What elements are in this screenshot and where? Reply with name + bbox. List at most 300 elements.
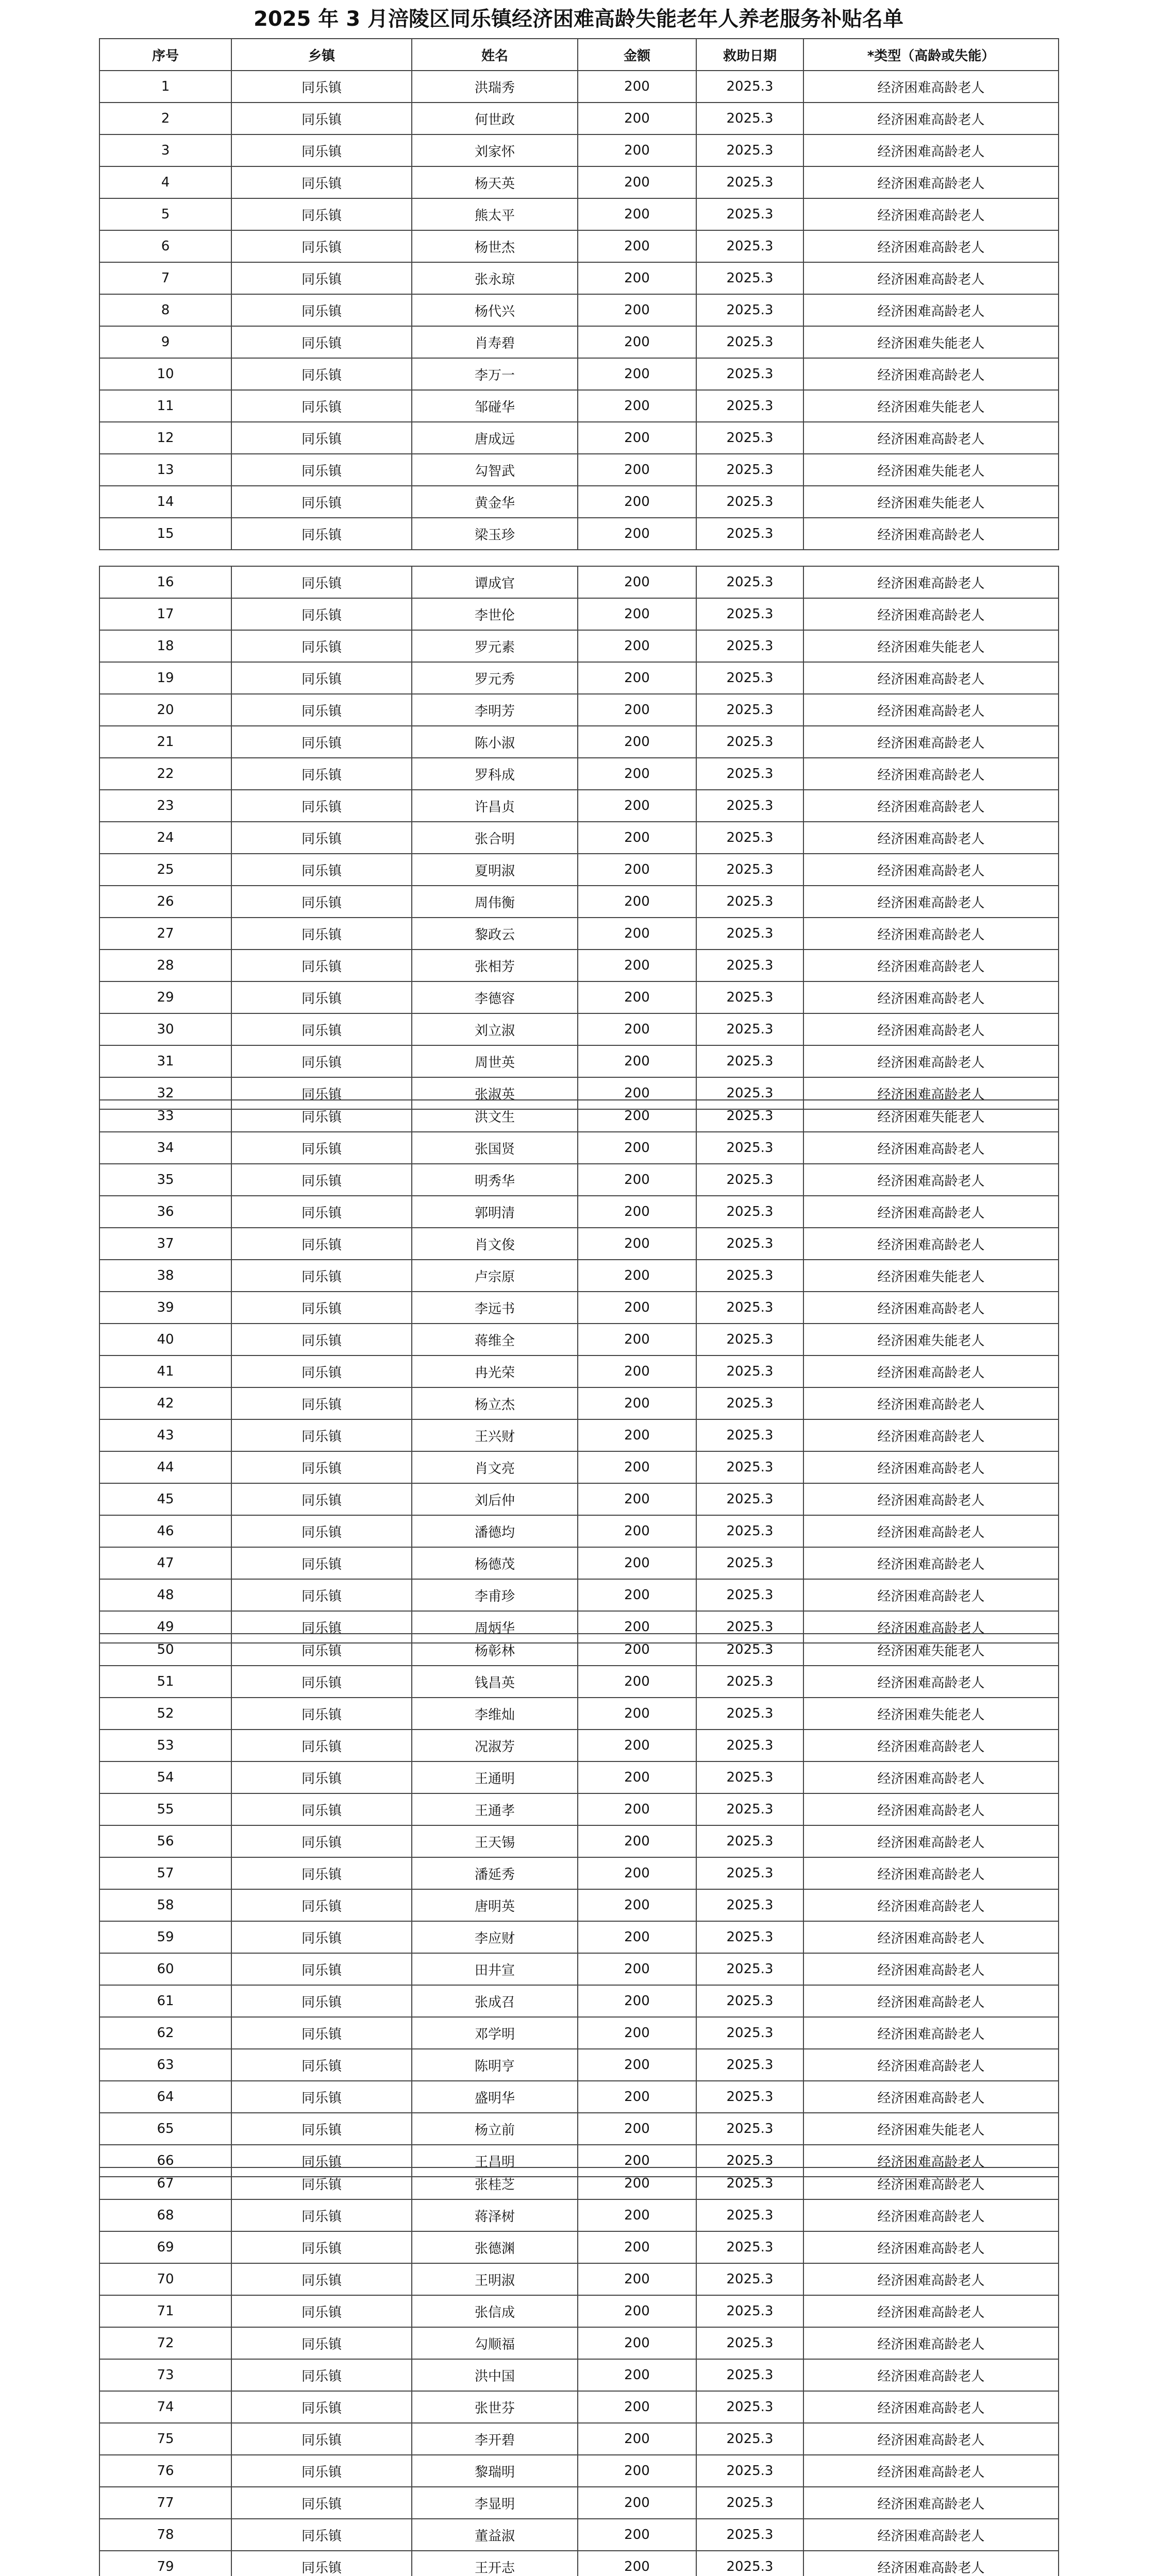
name-cell: 李远书 [412,1292,578,1324]
table-row [99,2017,1059,2049]
serial-cell: 67 [99,2167,231,2199]
date-cell: 2025.3 [696,1921,803,1953]
type-cell: 经济困难高龄老人 [803,2081,1059,2113]
amount-cell: 200 [578,854,696,886]
date-cell: 2025.3 [696,1260,803,1292]
type-cell: 经济困难高龄老人 [803,1857,1059,1889]
amount-cell: 200 [578,1292,696,1324]
amount-cell: 200 [578,2487,696,2519]
township-cell: 同乐镇 [231,230,412,262]
date-cell: 2025.3 [696,198,803,230]
table-row [99,358,1059,390]
table-row [99,2263,1059,2295]
table-row [99,1857,1059,1889]
township-cell: 同乐镇 [231,1324,412,1355]
name-cell: 黎瑞明 [412,2455,578,2487]
table-row [99,1260,1059,1292]
name-cell: 李万一 [412,358,578,390]
serial-cell: 11 [99,390,231,422]
column-header: 序号 [99,39,231,71]
name-cell: 杨世杰 [412,230,578,262]
table-header-row [99,39,1059,71]
name-cell: 陈明亨 [412,2049,578,2081]
amount-cell: 200 [578,598,696,630]
type-cell: 经济困难高龄老人 [803,2487,1059,2519]
type-cell: 经济困难失能老人 [803,486,1059,518]
type-cell: 经济困难高龄老人 [803,198,1059,230]
amount-cell: 200 [578,2263,696,2295]
type-cell: 经济困难高龄老人 [803,1579,1059,1611]
name-cell: 冉光荣 [412,1355,578,1387]
table-row [99,630,1059,662]
township-cell: 同乐镇 [231,1515,412,1547]
amount-cell: 200 [578,262,696,294]
township-cell: 同乐镇 [231,1666,412,1698]
serial-cell: 4 [99,166,231,198]
amount-cell: 200 [578,1045,696,1077]
serial-cell: 27 [99,918,231,950]
township-cell: 同乐镇 [231,2145,412,2177]
table-row [99,1985,1059,2017]
name-cell: 许昌贞 [412,790,578,822]
type-cell: 经济困难高龄老人 [803,2199,1059,2231]
township-cell: 同乐镇 [231,1260,412,1292]
date-cell: 2025.3 [696,790,803,822]
type-cell: 经济困难高龄老人 [803,694,1059,726]
type-cell: 经济困难高龄老人 [803,2145,1059,2177]
name-cell: 潘德均 [412,1515,578,1547]
amount-cell: 200 [578,2145,696,2177]
date-cell: 2025.3 [696,1579,803,1611]
amount-cell: 200 [578,630,696,662]
table-row [99,2049,1059,2081]
date-cell: 2025.3 [696,230,803,262]
type-cell: 经济困难高龄老人 [803,2391,1059,2423]
serial-cell: 20 [99,694,231,726]
township-cell: 同乐镇 [231,166,412,198]
amount-cell: 200 [578,1793,696,1825]
serial-cell: 16 [99,566,231,598]
serial-cell: 69 [99,2231,231,2263]
serial-cell: 57 [99,1857,231,1889]
serial-cell: 70 [99,2263,231,2295]
date-cell: 2025.3 [696,1611,803,1643]
date-cell: 2025.3 [696,662,803,694]
type-cell: 经济困难失能老人 [803,630,1059,662]
township-cell: 同乐镇 [231,1825,412,1857]
table-row [99,2391,1059,2423]
name-cell: 张世芬 [412,2391,578,2423]
township-cell: 同乐镇 [231,2263,412,2295]
type-cell: 经济困难高龄老人 [803,1228,1059,1260]
amount-cell: 200 [578,1579,696,1611]
serial-cell: 13 [99,454,231,486]
type-cell: 经济困难失能老人 [803,1260,1059,1292]
amount-cell: 200 [578,103,696,134]
date-cell: 2025.3 [696,694,803,726]
serial-cell: 2 [99,103,231,134]
type-cell: 经济困难高龄老人 [803,2263,1059,2295]
type-cell: 经济困难高龄老人 [803,294,1059,326]
name-cell: 王昌明 [412,2145,578,2177]
township-cell: 同乐镇 [231,103,412,134]
type-cell: 经济困难高龄老人 [803,2295,1059,2327]
amount-cell: 200 [578,918,696,950]
table-block-5 [99,2167,1059,2576]
serial-cell: 47 [99,1547,231,1579]
name-cell: 盛明华 [412,2081,578,2113]
table-row [99,1953,1059,1985]
amount-cell: 200 [578,326,696,358]
township-cell: 同乐镇 [231,1164,412,1196]
name-cell: 钱昌英 [412,1666,578,1698]
township-cell: 同乐镇 [231,1889,412,1921]
amount-cell: 200 [578,758,696,790]
amount-cell: 200 [578,1547,696,1579]
type-cell: 经济困难高龄老人 [803,598,1059,630]
type-cell: 经济困难高龄老人 [803,1730,1059,1761]
name-cell: 刘后仲 [412,1483,578,1515]
table-row [99,198,1059,230]
township-cell: 同乐镇 [231,2081,412,2113]
name-cell: 张永琼 [412,262,578,294]
township-cell: 同乐镇 [231,1228,412,1260]
amount-cell: 200 [578,1419,696,1451]
name-cell: 王通孝 [412,1793,578,1825]
serial-cell: 64 [99,2081,231,2113]
table-block-3 [99,1099,1059,1643]
amount-cell: 200 [578,2081,696,2113]
table-row [99,1730,1059,1761]
township-cell: 同乐镇 [231,1077,412,1109]
serial-cell: 55 [99,1793,231,1825]
date-cell: 2025.3 [696,1666,803,1698]
township-cell: 同乐镇 [231,726,412,758]
amount-cell: 200 [578,2199,696,2231]
date-cell: 2025.3 [696,1761,803,1793]
table-row [99,390,1059,422]
date-cell: 2025.3 [696,726,803,758]
amount-cell: 200 [578,2017,696,2049]
name-cell: 杨天英 [412,166,578,198]
table-row [99,1045,1059,1077]
date-cell: 2025.3 [696,454,803,486]
township-cell: 同乐镇 [231,1857,412,1889]
amount-cell: 200 [578,1666,696,1698]
township-cell: 同乐镇 [231,1634,412,1666]
amount-cell: 200 [578,1196,696,1228]
date-cell: 2025.3 [696,326,803,358]
table-row [99,230,1059,262]
township-cell: 同乐镇 [231,918,412,950]
name-cell: 王通明 [412,1761,578,1793]
amount-cell: 200 [578,422,696,454]
type-cell: 经济困难高龄老人 [803,950,1059,981]
name-cell: 周伟衡 [412,886,578,918]
type-cell: 经济困难高龄老人 [803,422,1059,454]
township-cell: 同乐镇 [231,1985,412,2017]
township-cell: 同乐镇 [231,1547,412,1579]
type-cell: 经济困难高龄老人 [803,981,1059,1013]
name-cell: 张淑英 [412,1077,578,1109]
name-cell: 刘立淑 [412,1013,578,1045]
name-cell: 肖寿碧 [412,326,578,358]
township-cell: 同乐镇 [231,1579,412,1611]
township-cell: 同乐镇 [231,790,412,822]
table-block-1 [99,38,1059,550]
table-row [99,1132,1059,1164]
amount-cell: 200 [578,1730,696,1761]
township-cell: 同乐镇 [231,2295,412,2327]
township-cell: 同乐镇 [231,1730,412,1761]
table-row [99,262,1059,294]
name-cell: 王开志 [412,2551,578,2576]
type-cell: 经济困难失能老人 [803,326,1059,358]
table-row [99,2455,1059,2487]
amount-cell: 200 [578,1355,696,1387]
name-cell: 董益淑 [412,2519,578,2551]
table-row [99,1324,1059,1355]
serial-cell: 45 [99,1483,231,1515]
serial-cell: 61 [99,1985,231,2017]
date-cell: 2025.3 [696,2359,803,2391]
table-row [99,1793,1059,1825]
table-row [99,1825,1059,1857]
township-cell: 同乐镇 [231,262,412,294]
serial-cell: 53 [99,1730,231,1761]
table-row [99,822,1059,854]
serial-cell: 79 [99,2551,231,2576]
date-cell: 2025.3 [696,103,803,134]
name-cell: 勾顺福 [412,2327,578,2359]
name-cell: 勾智武 [412,454,578,486]
date-cell: 2025.3 [696,1953,803,1985]
serial-cell: 10 [99,358,231,390]
type-cell: 经济困难高龄老人 [803,2017,1059,2049]
serial-cell: 29 [99,981,231,1013]
township-cell: 同乐镇 [231,598,412,630]
name-cell: 李开碧 [412,2423,578,2455]
table-row [99,1355,1059,1387]
date-cell: 2025.3 [696,2017,803,2049]
amount-cell: 200 [578,518,696,550]
type-cell: 经济困难高龄老人 [803,1355,1059,1387]
township-cell: 同乐镇 [231,630,412,662]
amount-cell: 200 [578,2167,696,2199]
amount-cell: 200 [578,950,696,981]
type-cell: 经济困难高龄老人 [803,566,1059,598]
serial-cell: 68 [99,2199,231,2231]
township-cell: 同乐镇 [231,694,412,726]
type-cell: 经济困难高龄老人 [803,71,1059,103]
table-row [99,1292,1059,1324]
township-cell: 同乐镇 [231,454,412,486]
serial-cell: 48 [99,1579,231,1611]
type-cell: 经济困难高龄老人 [803,662,1059,694]
date-cell: 2025.3 [696,1730,803,1761]
table-row [99,918,1059,950]
serial-cell: 12 [99,422,231,454]
table-row [99,758,1059,790]
serial-cell: 51 [99,1666,231,1698]
name-cell: 田井宣 [412,1953,578,1985]
name-cell: 肖文亮 [412,1451,578,1483]
amount-cell: 200 [578,2049,696,2081]
township-cell: 同乐镇 [231,1132,412,1164]
table-block-2 [99,566,1059,1110]
type-cell: 经济困难高龄老人 [803,1419,1059,1451]
date-cell: 2025.3 [696,2327,803,2359]
type-cell: 经济困难高龄老人 [803,1825,1059,1857]
name-cell: 杨立杰 [412,1387,578,1419]
township-cell: 同乐镇 [231,2519,412,2551]
township-cell: 同乐镇 [231,1698,412,1730]
name-cell: 郭明清 [412,1196,578,1228]
township-cell: 同乐镇 [231,662,412,694]
name-cell: 王明淑 [412,2263,578,2295]
date-cell: 2025.3 [696,1228,803,1260]
type-cell: 经济困难高龄老人 [803,1483,1059,1515]
type-cell: 经济困难高龄老人 [803,2551,1059,2576]
date-cell: 2025.3 [696,981,803,1013]
date-cell: 2025.3 [696,2081,803,2113]
township-cell: 同乐镇 [231,358,412,390]
township-cell: 同乐镇 [231,2551,412,2576]
name-cell: 杨彰林 [412,1634,578,1666]
township-cell: 同乐镇 [231,1355,412,1387]
township-cell: 同乐镇 [231,326,412,358]
column-header: 救助日期 [696,39,803,71]
name-cell: 张国贤 [412,1132,578,1164]
type-cell: 经济困难高龄老人 [803,1132,1059,1164]
amount-cell: 200 [578,198,696,230]
date-cell: 2025.3 [696,1387,803,1419]
date-cell: 2025.3 [696,294,803,326]
date-cell: 2025.3 [696,1355,803,1387]
township-cell: 同乐镇 [231,886,412,918]
name-cell: 李维灿 [412,1698,578,1730]
township-cell: 同乐镇 [231,2487,412,2519]
date-cell: 2025.3 [696,1132,803,1164]
table-row [99,2359,1059,2391]
serial-cell: 46 [99,1515,231,1547]
type-cell: 经济困难失能老人 [803,1100,1059,1132]
table-row [99,2551,1059,2576]
type-cell: 经济困难高龄老人 [803,1666,1059,1698]
type-cell: 经济困难高龄老人 [803,1793,1059,1825]
serial-cell: 41 [99,1355,231,1387]
name-cell: 肖文俊 [412,1228,578,1260]
name-cell: 唐明英 [412,1889,578,1921]
name-cell: 洪瑞秀 [412,71,578,103]
township-cell: 同乐镇 [231,566,412,598]
amount-cell: 200 [578,1921,696,1953]
name-cell: 李世伦 [412,598,578,630]
table-row [99,2231,1059,2263]
name-cell: 况淑芳 [412,1730,578,1761]
name-cell: 谭成官 [412,566,578,598]
serial-cell: 38 [99,1260,231,1292]
table-row [99,2199,1059,2231]
amount-cell: 200 [578,2327,696,2359]
township-cell: 同乐镇 [231,294,412,326]
serial-cell: 59 [99,1921,231,1953]
table-row [99,454,1059,486]
amount-cell: 200 [578,1634,696,1666]
amount-cell: 200 [578,2359,696,2391]
township-cell: 同乐镇 [231,1611,412,1643]
name-cell: 夏明淑 [412,854,578,886]
township-cell: 同乐镇 [231,1483,412,1515]
township-cell: 同乐镇 [231,2391,412,2423]
name-cell: 邓学明 [412,2017,578,2049]
serial-cell: 78 [99,2519,231,2551]
amount-cell: 200 [578,1611,696,1643]
township-cell: 同乐镇 [231,950,412,981]
amount-cell: 200 [578,726,696,758]
name-cell: 何世政 [412,103,578,134]
amount-cell: 200 [578,566,696,598]
serial-cell: 6 [99,230,231,262]
township-cell: 同乐镇 [231,2167,412,2199]
serial-cell: 62 [99,2017,231,2049]
name-cell: 周世英 [412,1045,578,1077]
table-row [99,1666,1059,1698]
serial-cell: 72 [99,2327,231,2359]
table-row [99,886,1059,918]
township-cell: 同乐镇 [231,2327,412,2359]
type-cell: 经济困难高龄老人 [803,358,1059,390]
table-row [99,1921,1059,1953]
table-row [99,103,1059,134]
table-row [99,2519,1059,2551]
table-row [99,566,1059,598]
township-cell: 同乐镇 [231,758,412,790]
township-cell: 同乐镇 [231,1419,412,1451]
table-row [99,1515,1059,1547]
serial-cell: 30 [99,1013,231,1045]
type-cell: 经济困难高龄老人 [803,518,1059,550]
type-cell: 经济困难高龄老人 [803,1077,1059,1109]
table-row [99,1228,1059,1260]
date-cell: 2025.3 [696,2519,803,2551]
amount-cell: 200 [578,1451,696,1483]
amount-cell: 200 [578,390,696,422]
name-cell: 王天锡 [412,1825,578,1857]
table-row [99,1419,1059,1451]
type-cell: 经济困难高龄老人 [803,2423,1059,2455]
amount-cell: 200 [578,134,696,166]
name-cell: 邹碰华 [412,390,578,422]
type-cell: 经济困难失能老人 [803,1324,1059,1355]
column-header: 姓名 [412,39,578,71]
township-cell: 同乐镇 [231,2231,412,2263]
township-cell: 同乐镇 [231,2423,412,2455]
amount-cell: 200 [578,1077,696,1109]
name-cell: 张相芳 [412,950,578,981]
name-cell: 刘家怀 [412,134,578,166]
table-row [99,518,1059,550]
amount-cell: 200 [578,981,696,1013]
date-cell: 2025.3 [696,2391,803,2423]
date-cell: 2025.3 [696,134,803,166]
table-row [99,1451,1059,1483]
amount-cell: 200 [578,1483,696,1515]
date-cell: 2025.3 [696,918,803,950]
date-cell: 2025.3 [696,2049,803,2081]
serial-cell: 42 [99,1387,231,1419]
serial-cell: 58 [99,1889,231,1921]
